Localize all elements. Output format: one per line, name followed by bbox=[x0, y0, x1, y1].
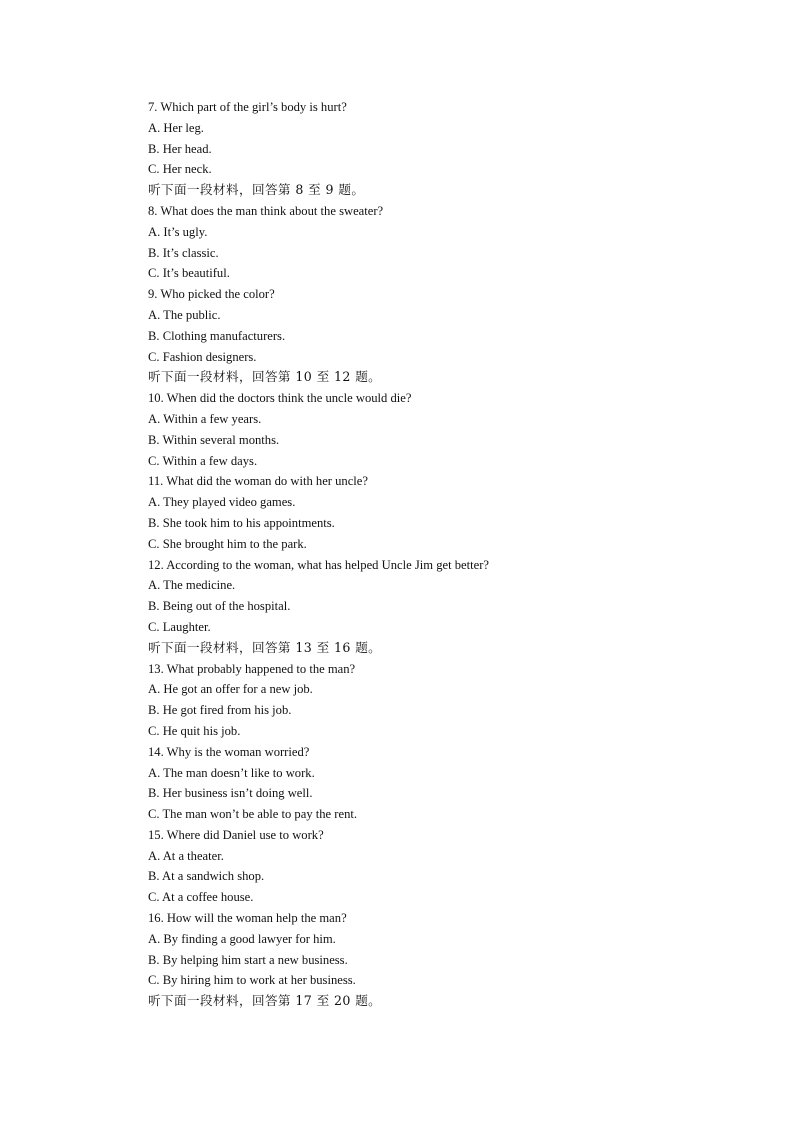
answer-option: C. Laughter. bbox=[148, 619, 211, 634]
answer-option: A. By finding a good lawyer for him. bbox=[148, 931, 336, 946]
section-heading: 听下面一段材料，回答第 8 至 9 题。 bbox=[148, 182, 365, 198]
answer-option: C. She brought him to the park. bbox=[148, 536, 307, 551]
question-text: 9. Who picked the color? bbox=[148, 287, 275, 302]
question-text: 11. What did the woman do with her uncle? bbox=[148, 474, 368, 489]
answer-option: B. Being out of the hospital. bbox=[148, 599, 291, 614]
answer-option: B. Her business isn’t doing well. bbox=[148, 786, 313, 801]
answer-option: A. Her leg. bbox=[148, 120, 204, 135]
question-text: 15. Where did Daniel use to work? bbox=[148, 827, 324, 842]
answer-option: C. Fashion designers. bbox=[148, 349, 257, 364]
answer-option: A. At a theater. bbox=[148, 848, 224, 863]
section-heading: 听下面一段材料，回答第 13 至 16 题。 bbox=[148, 639, 382, 655]
answer-option: A. The public. bbox=[148, 307, 221, 322]
document-page bbox=[148, 97, 748, 1012]
answer-option: C. It’s beautiful. bbox=[148, 266, 230, 281]
answer-option: C. Her neck. bbox=[148, 162, 212, 177]
answer-option: B. By helping him start a new business. bbox=[148, 952, 348, 967]
answer-option: B. Her head. bbox=[148, 141, 212, 156]
answer-option: A. They played video games. bbox=[148, 495, 296, 510]
question-text: 13. What probably happened to the man? bbox=[148, 661, 356, 676]
answer-option: A. The man doesn’t like to work. bbox=[148, 765, 315, 780]
answer-option: B. She took him to his appointments. bbox=[148, 515, 335, 530]
question-text: 10. When did the doctors think the uncle would die? bbox=[148, 391, 412, 406]
question-text: 12. According to the woman, what has helped Uncle Jim get better? bbox=[148, 557, 489, 572]
answer-option: A. He got an offer for a new job. bbox=[148, 682, 313, 697]
answer-option: C. Within a few days. bbox=[148, 453, 258, 468]
question-text: 7. Which part of the girl’s body is hurt? bbox=[148, 100, 347, 114]
answer-option: C. The man won’t be able to pay the rent. bbox=[148, 807, 358, 822]
answer-option: B. Clothing manufacturers. bbox=[148, 328, 286, 343]
answer-option: A. The medicine. bbox=[148, 578, 236, 593]
answer-option: B. He got fired from his job. bbox=[148, 703, 292, 718]
question-text: 8. What does the man think about the sweater? bbox=[148, 203, 384, 218]
answer-option: C. By hiring him to work at her business. bbox=[148, 973, 356, 988]
answer-option: B. At a sandwich shop. bbox=[148, 869, 265, 884]
question-text: 14. Why is the woman worried? bbox=[148, 744, 310, 759]
question-text: 16. How will the woman help the man? bbox=[148, 911, 347, 926]
section-heading: 听下面一段材料，回答第 10 至 12 题。 bbox=[148, 369, 382, 385]
answer-option: B. Within several months. bbox=[148, 432, 280, 447]
answer-option: C. He quit his job. bbox=[148, 723, 241, 738]
answer-option: B. It’s classic. bbox=[148, 245, 219, 260]
section-heading: 听下面一段材料，回答第 17 至 20 题。 bbox=[148, 993, 382, 1009]
answer-option: A. Within a few years. bbox=[148, 411, 262, 426]
answer-option: C. At a coffee house. bbox=[148, 890, 254, 905]
answer-option: A. It’s ugly. bbox=[148, 224, 208, 239]
